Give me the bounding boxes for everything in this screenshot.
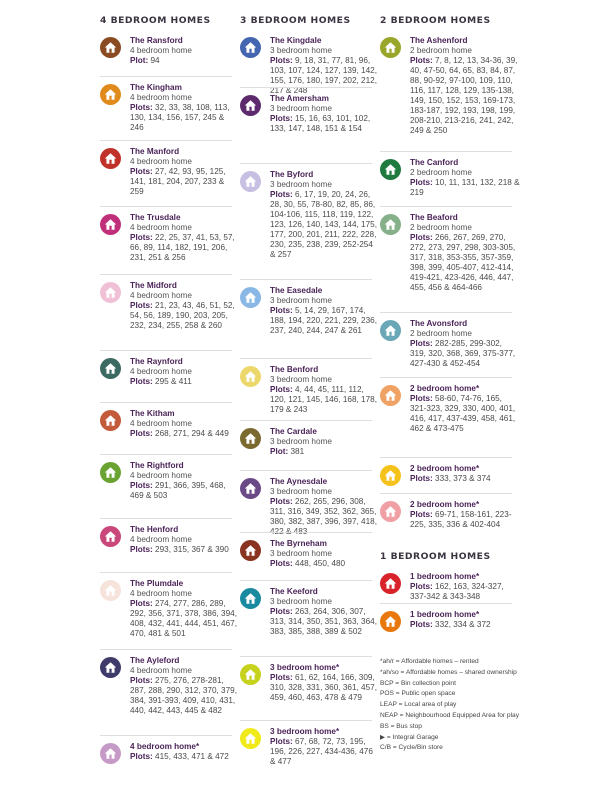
plots-label: Plots: [410,56,433,65]
home-plots [410,339,520,369]
home-plots [130,545,240,555]
plots-label: Plots: [270,673,293,682]
home-entry [240,727,380,777]
plots-label: Plots: [270,306,293,315]
home-name: The Aynesdale [270,477,328,486]
home-type: 3 bedroom home [270,104,332,113]
house-icon [380,465,401,486]
home-entry [380,464,520,500]
four-bedroom-column [100,14,240,782]
divider [100,206,232,207]
home-plots [130,481,240,501]
home-name: The Beaford [410,213,458,222]
plots-value: 274, 277, 286, 289, 292, 356, 371, 378, 386, 394, 408, 432, 441, 444, 451, 467, 470, 481 & 501 [130,599,237,638]
home-name: The Cardale [270,427,317,436]
home-entry [100,213,240,281]
home-plots [270,114,380,134]
divider [100,76,232,77]
divider [240,656,372,657]
house-icon [100,214,121,235]
house-icon [240,428,261,449]
home-entry [240,587,380,663]
home-entry [100,409,240,461]
home-type: 4 bedroom home [130,419,192,428]
section-title-2-bed: 2 BEDROOM HOMES [380,15,491,26]
home-name: 2 bedroom home* [410,384,480,393]
home-entry [240,94,380,170]
home-entry [100,656,240,742]
home-plots [270,447,380,457]
divider [100,274,232,275]
home-plots [410,620,520,630]
plots-label: Plots: [130,481,153,490]
divider [240,420,372,421]
legend-line: NEAP = Neighbourhood Equipped Area for play [380,711,519,719]
home-name: The Manford [130,147,180,156]
home-name: The Byrneham [270,539,327,548]
divider [380,457,512,458]
home-type: 4 bedroom home [130,589,192,598]
home-entry [380,572,520,610]
plots-label: Plots: [410,339,433,348]
house-icon [100,580,121,601]
plots-label: Plots: [410,620,433,629]
house-icon [380,385,401,406]
home-entry [380,319,520,384]
home-plots [130,676,240,716]
plots-value: 381 [290,447,305,456]
home-entry [380,36,520,158]
home-plots [130,377,240,387]
home-type: 4 bedroom home [130,471,192,480]
home-type: 2 bedroom home [410,329,472,338]
home-entry [240,36,380,94]
home-list [380,572,520,650]
plots-value: 263, 264, 306, 307, 313, 314, 350, 351, 363, 364, 383, 385, 388, 389 & 502 [270,607,377,636]
home-type: 2 bedroom home [410,46,472,55]
legend-line: C/B = Cycle/Bin store [380,744,443,752]
home-name: The Ashenford [410,36,468,45]
home-plots [130,167,240,197]
divider [240,532,372,533]
house-icon [100,462,121,483]
home-type: 3 bedroom home [270,296,332,305]
home-entry [100,36,240,83]
home-list [100,36,240,782]
divider [100,649,232,650]
home-type: 3 bedroom home [270,549,332,558]
home-name: 3 bedroom home* [270,727,340,736]
house-icon [240,478,261,499]
plots-value: 291, 366, 395, 468, 469 & 503 [130,481,226,500]
plots-value: 27, 42, 93, 95, 125, 141, 181, 204, 207, 233 & 259 [130,167,226,196]
house-icon [240,171,261,192]
house-icon [240,540,261,561]
home-plots [410,394,520,434]
home-entry [240,427,380,477]
plots-label: Plot: [130,56,149,65]
home-plots [270,559,380,569]
house-icon [380,573,401,594]
home-plots [130,56,240,66]
legend-line: BS = Bus stop [380,722,422,730]
plots-label: Plots: [270,559,293,568]
home-entry [240,365,380,427]
house-icon [240,287,261,308]
plots-label: Plots: [130,429,153,438]
divider [100,350,232,351]
plots-label: Plots: [130,676,153,685]
home-type: 4 bedroom home [130,666,192,675]
home-plots [270,497,380,537]
home-name: The Ransford [130,36,183,45]
plots-label: Plots: [130,103,153,112]
plots-value: 67, 68, 72, 73, 195, 196, 226, 227, 434-436, 476 & 477 [270,737,373,766]
plots-label: Plots: [130,167,153,176]
legend-line: *ah/so = Affordable homes – shared ownership [380,668,517,676]
home-type: 3 bedroom home [270,597,332,606]
plots-label: Plots: [410,178,433,187]
divider [240,279,372,280]
plots-value: 332, 334 & 372 [435,620,491,629]
home-name: The Kingham [130,83,182,92]
home-plots [130,301,240,331]
plots-label: Plots: [130,545,153,554]
house-icon [380,159,401,180]
home-name: The Easedale [270,286,323,295]
plots-label: Plots: [410,233,433,242]
home-plots [410,233,520,293]
home-list [380,36,520,560]
legend-line: ▶ = Integral Garage [380,733,439,741]
house-icon [100,148,121,169]
plots-value: 10, 11, 131, 132, 218 & 219 [410,178,520,197]
house-icon [100,743,121,764]
plots-label: Plots: [130,233,153,242]
home-entry [380,384,520,464]
divider [240,720,372,721]
home-name: The Avonsford [410,319,468,328]
two-bedroom-column [380,14,520,560]
home-type: 3 bedroom home [270,180,332,189]
home-plots [270,607,380,637]
home-entry [240,663,380,727]
home-name: The Benford [270,365,319,374]
home-type: 4 bedroom home [130,46,192,55]
home-name: 2 bedroom home* [410,464,480,473]
house-icon [240,95,261,116]
home-plots [270,56,380,96]
divider [240,87,372,88]
divider [100,518,232,519]
plots-value: 9, 18, 31, 77, 81, 96, 103, 107, 124, 127, 139, 142, 155, 176, 180, 197, 202, 212, 217 & 248 [270,56,377,95]
home-entry [100,281,240,357]
plots-label: Plots: [410,474,433,483]
home-type: 3 bedroom home [270,437,332,446]
home-name: The Henford [130,525,179,534]
home-entry [100,742,240,782]
divider [240,358,372,359]
plots-value: 69-71, 158-161, 223-225, 335, 336 & 402-404 [410,510,512,529]
home-name: The Raynford [130,357,183,366]
home-name: The Plumdale [130,579,184,588]
plots-value: 32, 33, 38, 108, 113, 130, 134, 156, 157, 245 & 246 [130,103,230,132]
home-list [240,36,380,777]
plots-label: Plots: [130,752,153,761]
plots-value: 282-285, 299-302, 319, 320, 368, 369, 375-377, 427-430 & 452-454 [410,339,516,368]
home-plots [410,582,520,602]
house-icon [100,84,121,105]
plots-value: 21, 23, 43, 46, 51, 52, 54, 56, 189, 190, 203, 205, 232, 234, 255, 258 & 260 [130,301,235,330]
plots-label: Plots: [130,301,153,310]
house-icon [380,611,401,632]
home-entry [100,525,240,579]
home-type: 4 bedroom home [130,367,192,376]
divider [380,603,512,604]
home-plots [270,190,380,260]
legend-line: BCP = Bin collection point [380,679,456,687]
home-plots [270,385,380,415]
plots-value: 94 [150,56,160,65]
plots-value: 266, 267, 269, 270, 272, 273, 297, 298, 303-305, 317, 318, 353-355, 357-359, 398, 399, 405-407, 412-414, 419-421, 423-426, 446, 447, 455, 456 & 464-466 [410,233,516,292]
home-plots [270,737,380,767]
divider [380,312,512,313]
legend-line: POS = Public open space [380,690,456,698]
divider [240,580,372,581]
plots-label: Plots: [270,190,293,199]
home-name: The Kitham [130,409,175,418]
section-title-4-bed: 4 BEDROOM HOMES [100,15,211,26]
home-name: 4 bedroom home* [130,742,200,751]
plots-label: Plots: [410,582,433,591]
home-name: The Rightford [130,461,184,470]
house-icon [100,37,121,58]
legend-line: *ah/r = Affordable homes – rented [380,658,479,665]
home-type: 4 bedroom home [130,291,192,300]
plots-value: 7, 8, 12, 13, 34-36, 39, 40, 47-50, 64, 65, 83, 84, 87, 88, 90-92, 97-100, 109, 110, 116, 117, 128, 129, 135-138, 149, 150, 152, 153, 169-173, 183-187, 192, 193, 198, 199, 208-210, 213-216, 241, 242, 249 & 250 [410,56,518,135]
house-icon [380,37,401,58]
home-name: The Ayleford [130,656,180,665]
home-entry [100,461,240,525]
home-name: The Keeford [270,587,318,596]
divider [380,151,512,152]
plots-value: 275, 276, 278-281, 287, 288, 290, 312, 370, 379, 384, 391-393, 409, 410, 431, 440, 442, 443, 445 & 482 [130,676,237,715]
plots-value: 268, 271, 294 & 449 [155,429,229,438]
home-plots [130,752,240,762]
home-entry [240,286,380,365]
home-type: 3 bedroom home [270,375,332,384]
home-entry [240,539,380,587]
house-icon [240,37,261,58]
divider [380,493,512,494]
house-icon [380,501,401,522]
divider [240,163,372,164]
home-type: 3 bedroom home [270,46,332,55]
house-icon [240,366,261,387]
section-title-1-bed: 1 BEDROOM HOMES [380,551,491,562]
home-name: The Kingdale [270,36,322,45]
plots-label: Plots: [410,510,433,519]
home-name: The Amersham [270,94,329,103]
plots-label: Plot: [270,447,289,456]
section-title-3-bed: 3 BEDROOM HOMES [240,15,351,26]
plots-label: Plots: [130,599,153,608]
home-plots [270,673,380,703]
home-entry [240,477,380,539]
plots-label: Plots: [270,385,293,394]
home-type: 2 bedroom home [410,168,472,177]
home-plots [130,599,240,639]
home-entry [100,357,240,409]
home-entry [100,83,240,147]
home-type: 2 bedroom home [410,223,472,232]
home-plots [130,233,240,263]
home-name: 1 bedroom home* [410,610,480,619]
legend [380,657,600,754]
plots-label: Plots: [130,377,153,386]
home-name: 1 bedroom home* [410,572,480,581]
legend-line: LEAP = Local area of play [380,701,457,709]
plots-value: 293, 315, 367 & 390 [155,545,229,554]
plots-value: 415, 433, 471 & 472 [155,752,229,761]
plots-label: Plots: [270,114,293,123]
plots-value: 61, 62, 164, 166, 309, 310, 328, 331, 360, 361, 457, 459, 460, 463, 478 & 479 [270,673,377,702]
plots-value: 262, 265, 296, 308, 311, 316, 349, 352, 362, 365, 380, 382, 387, 396, 397, 418, 422 & 483 [270,497,377,536]
divider [100,140,232,141]
plots-label: Plots: [270,56,293,65]
plots-value: 5, 14, 29, 167, 174, 188, 194, 220, 221, 229, 236, 237, 240, 244, 247 & 261 [270,306,377,335]
home-entry [100,147,240,213]
home-name: The Trusdale [130,213,181,222]
home-entry [380,213,520,319]
three-bedroom-column [240,14,380,777]
home-plots [410,474,520,484]
house-icon [240,728,261,749]
home-name: The Canford [410,158,459,167]
home-type: 4 bedroom home [130,157,192,166]
house-icon [100,282,121,303]
plots-value: 6, 17, 19, 20, 24, 26, 28, 30, 55, 78-80, 82, 85, 86, 104-106, 115, 118, 119, 122, 123, 126, 140, 143, 144, 175, 177, 200, 201, 211, 222, 228, 230, 235, 238, 239, 252-254 & 257 [270,190,377,259]
plots-label: Plots: [270,497,293,506]
home-entry [380,610,520,650]
house-icon [100,358,121,379]
home-name: 3 bedroom home* [270,663,340,672]
plots-label: Plots: [270,607,293,616]
plots-label: Plots: [270,737,293,746]
home-type: 3 bedroom home [270,487,332,496]
divider [100,735,232,736]
home-plots [410,510,520,530]
home-plots [130,429,240,439]
divider [240,470,372,471]
plots-value: 295 & 411 [155,377,192,386]
home-type: 4 bedroom home [130,223,192,232]
house-icon [380,214,401,235]
divider [100,402,232,403]
plots-label: Plots: [410,394,433,403]
divider [380,206,512,207]
home-plots [410,56,520,136]
house-icon [240,588,261,609]
plots-value: 448, 450, 480 [295,559,346,568]
house-icon [100,410,121,431]
home-name: 2 bedroom home* [410,500,480,509]
divider [100,572,232,573]
divider [380,377,512,378]
divider [100,454,232,455]
house-icon [100,657,121,678]
home-entry [100,579,240,656]
plots-value: 22, 25, 37, 41, 53, 57, 66, 89, 114, 182, 191, 206, 231, 251 & 256 [130,233,235,262]
house-icon [100,526,121,547]
home-type: 4 bedroom home [130,93,192,102]
house-icon [380,320,401,341]
plots-value: 333, 373 & 374 [435,474,491,483]
plots-value: 15, 16, 63, 101, 102, 133, 147, 148, 151 & 154 [270,114,371,133]
home-plots [270,306,380,336]
house-icon [240,664,261,685]
one-bedroom-section [380,550,520,650]
home-entry [380,158,520,213]
home-plots [410,178,520,198]
plots-value: 162, 163, 324-327, 337-342 & 343-348 [410,582,504,601]
home-plots [130,103,240,133]
home-type: 4 bedroom home [130,535,192,544]
plots-value: 58-60, 74-76, 165, 321-323, 329, 330, 400, 401, 416, 417, 437-439, 458, 461, 462 & 473-475 [410,394,516,433]
home-name: The Byford [270,170,314,179]
plots-value: 4, 44, 45, 111, 112, 120, 121, 145, 146, 168, 178, 179 & 243 [270,385,377,414]
home-name: The Midford [130,281,177,290]
home-entry [240,170,380,286]
